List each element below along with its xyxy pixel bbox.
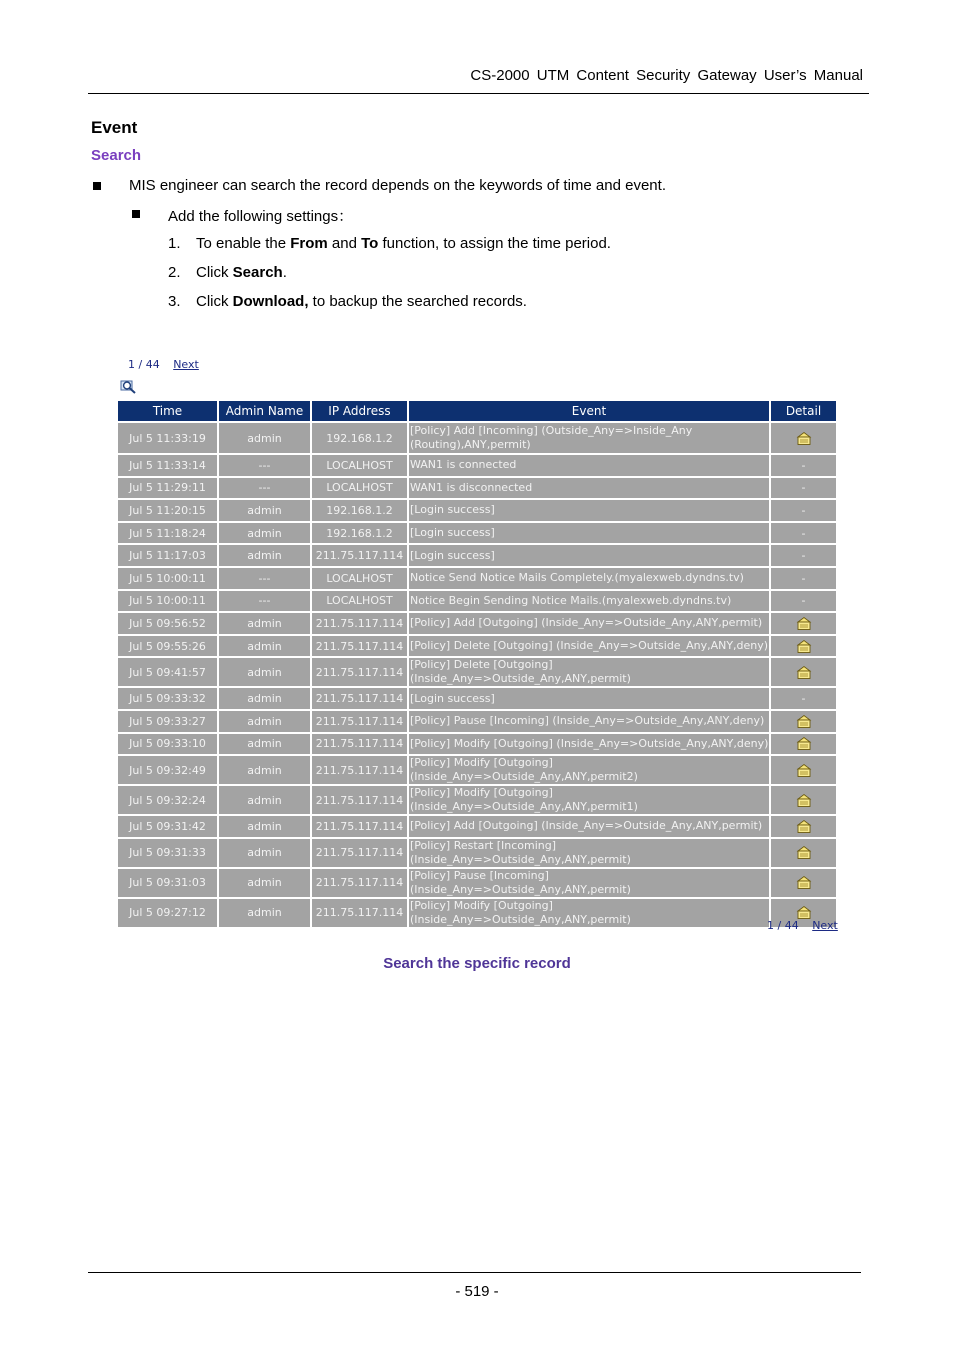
cell-event: [Login success] bbox=[409, 523, 769, 544]
cell-ip-address: LOCALHOST bbox=[312, 455, 407, 476]
table-row bbox=[118, 613, 836, 634]
cell-admin-name: admin bbox=[219, 734, 310, 755]
next-page-link[interactable]: Next bbox=[173, 358, 199, 371]
cell-time: Jul 5 09:33:10 bbox=[118, 734, 217, 755]
table-row bbox=[118, 711, 836, 732]
cell-admin-name: --- bbox=[219, 455, 310, 476]
cell-admin-name: admin bbox=[219, 636, 310, 657]
page-indicator: 1 / 44 bbox=[767, 919, 799, 932]
table-row bbox=[118, 816, 836, 837]
cell-time: Jul 5 10:00:11 bbox=[118, 568, 217, 589]
table-row bbox=[118, 545, 836, 566]
cell-event: [Policy] Modify [Outgoing] (Inside_Any=>Outside_Any,ANY,permit) bbox=[409, 899, 769, 927]
table-row bbox=[118, 500, 836, 521]
cell-admin-name: admin bbox=[219, 839, 310, 867]
cell-detail[interactable] bbox=[771, 734, 836, 755]
bullet-square-icon bbox=[132, 210, 140, 218]
cell-ip-address: 211.75.117.114 bbox=[312, 636, 407, 657]
cell-detail[interactable] bbox=[771, 756, 836, 784]
cell-detail: - bbox=[771, 455, 836, 476]
cell-time: Jul 5 09:33:27 bbox=[118, 711, 217, 732]
detail-folder-icon[interactable] bbox=[796, 665, 812, 680]
cell-ip-address: 211.75.117.114 bbox=[312, 613, 407, 634]
cell-event: [Policy] Delete [Outgoing] (Inside_Any=>Outside_Any,ANY,permit) bbox=[409, 658, 769, 686]
header-rule bbox=[88, 93, 869, 94]
cell-detail[interactable] bbox=[771, 839, 836, 867]
figure-caption: Search the specific record bbox=[383, 955, 571, 972]
cell-detail: - bbox=[771, 500, 836, 521]
cell-admin-name: admin bbox=[219, 423, 310, 453]
cell-ip-address: 211.75.117.114 bbox=[312, 786, 407, 814]
section-subtitle: Search bbox=[91, 147, 142, 164]
table-row bbox=[118, 478, 836, 499]
cell-time: Jul 5 11:33:14 bbox=[118, 455, 217, 476]
cell-event: [Policy] Restart [Incoming] (Inside_Any=>Outside_Any,ANY,permit) bbox=[409, 839, 769, 867]
cell-ip-address: LOCALHOST bbox=[312, 591, 407, 612]
table-row bbox=[118, 688, 836, 709]
cell-ip-address: LOCALHOST bbox=[312, 478, 407, 499]
cell-event: [Policy] Pause [Incoming] (Inside_Any=>Outside_Any,ANY,deny) bbox=[409, 711, 769, 732]
cell-event: Notice Send Notice Mails Completely.(myalexweb.dyndns.tv) bbox=[409, 568, 769, 589]
cell-time: Jul 5 10:00:11 bbox=[118, 591, 217, 612]
detail-folder-icon[interactable] bbox=[796, 819, 812, 834]
cell-time: Jul 5 09:31:42 bbox=[118, 816, 217, 837]
cell-detail: - bbox=[771, 545, 836, 566]
cell-ip-address: 211.75.117.114 bbox=[312, 899, 407, 927]
column-header-ip-address: IP Address bbox=[312, 401, 407, 421]
cell-admin-name: admin bbox=[219, 613, 310, 634]
cell-event: [Policy] Modify [Outgoing] (Inside_Any=>Outside_Any,ANY,permit2) bbox=[409, 756, 769, 784]
detail-folder-icon[interactable] bbox=[796, 793, 812, 808]
cell-admin-name: admin bbox=[219, 756, 310, 784]
cell-detail: - bbox=[771, 568, 836, 589]
cell-time: Jul 5 11:33:19 bbox=[118, 423, 217, 453]
table-row bbox=[118, 523, 836, 544]
table-header-row bbox=[118, 401, 836, 421]
detail-folder-icon[interactable] bbox=[796, 736, 812, 751]
column-header-time: Time bbox=[118, 401, 217, 421]
cell-ip-address: LOCALHOST bbox=[312, 568, 407, 589]
cell-event: [Policy] Modify [Outgoing] (Inside_Any=>Outside_Any,ANY,permit1) bbox=[409, 786, 769, 814]
table-row bbox=[118, 734, 836, 755]
step-number: 1. bbox=[168, 235, 181, 252]
cell-event: [Policy] Pause [Incoming] (Inside_Any=>Outside_Any,ANY,permit) bbox=[409, 869, 769, 897]
cell-event: [Login success] bbox=[409, 545, 769, 566]
cell-time: Jul 5 09:56:52 bbox=[118, 613, 217, 634]
detail-folder-icon[interactable] bbox=[796, 431, 812, 446]
table-row bbox=[118, 839, 836, 867]
cell-ip-address: 211.75.117.114 bbox=[312, 545, 407, 566]
cell-ip-address: 211.75.117.114 bbox=[312, 756, 407, 784]
cell-detail: - bbox=[771, 478, 836, 499]
cell-time: Jul 5 09:32:24 bbox=[118, 786, 217, 814]
cell-ip-address: 211.75.117.114 bbox=[312, 869, 407, 897]
table-row bbox=[118, 423, 836, 453]
cell-ip-address: 211.75.117.114 bbox=[312, 711, 407, 732]
cell-event: [Policy] Delete [Outgoing] (Inside_Any=>Outside_Any,ANY,deny) bbox=[409, 636, 769, 657]
next-page-link[interactable]: Next bbox=[812, 919, 838, 932]
cell-admin-name: admin bbox=[219, 899, 310, 927]
cell-detail[interactable] bbox=[771, 658, 836, 686]
table-row bbox=[118, 636, 836, 657]
detail-folder-icon[interactable] bbox=[796, 763, 812, 778]
cell-admin-name: admin bbox=[219, 711, 310, 732]
cell-event: [Policy] Add [Outgoing] (Inside_Any=>Outside_Any,ANY,permit) bbox=[409, 816, 769, 837]
cell-admin-name: admin bbox=[219, 545, 310, 566]
detail-folder-icon[interactable] bbox=[796, 639, 812, 654]
cell-ip-address: 211.75.117.114 bbox=[312, 658, 407, 686]
cell-admin-name: --- bbox=[219, 591, 310, 612]
detail-folder-icon[interactable] bbox=[796, 875, 812, 890]
pager-bottom bbox=[767, 919, 838, 932]
column-header-event: Event bbox=[409, 401, 769, 421]
cell-ip-address: 211.75.117.114 bbox=[312, 688, 407, 709]
step-text: Click Download, to backup the searched records. bbox=[196, 293, 527, 310]
table-row bbox=[118, 786, 836, 814]
cell-ip-address: 192.168.1.2 bbox=[312, 523, 407, 544]
detail-folder-icon[interactable] bbox=[796, 616, 812, 631]
page-indicator: 1 / 44 bbox=[128, 358, 160, 371]
cell-time: Jul 5 11:20:15 bbox=[118, 500, 217, 521]
cell-ip-address: 192.168.1.2 bbox=[312, 500, 407, 521]
table-body bbox=[118, 423, 836, 927]
manual-header-title: CS-2000 UTM Content Security Gateway User’s Manual bbox=[470, 67, 863, 84]
cell-detail[interactable] bbox=[771, 423, 836, 453]
table-row bbox=[118, 658, 836, 686]
cell-detail: - bbox=[771, 523, 836, 544]
table-row bbox=[118, 591, 836, 612]
step-text: Click Search. bbox=[196, 264, 287, 281]
detail-folder-icon[interactable] bbox=[796, 905, 812, 920]
cell-event: [Login success] bbox=[409, 688, 769, 709]
column-header-admin-name: Admin Name bbox=[219, 401, 310, 421]
cell-time: Jul 5 09:55:26 bbox=[118, 636, 217, 657]
bullet-text: MIS engineer can search the record depends on the keywords of time and event. bbox=[129, 177, 666, 194]
step-number: 3. bbox=[168, 293, 181, 310]
table-row bbox=[118, 899, 836, 927]
cell-admin-name: admin bbox=[219, 869, 310, 897]
cell-detail: - bbox=[771, 591, 836, 612]
bullet-square-icon bbox=[93, 182, 101, 190]
cell-ip-address: 211.75.117.114 bbox=[312, 816, 407, 837]
cell-event: WAN1 is connected bbox=[409, 455, 769, 476]
cell-admin-name: admin bbox=[219, 688, 310, 709]
cell-time: Jul 5 11:18:24 bbox=[118, 523, 217, 544]
cell-event: [Policy] Add [Outgoing] (Inside_Any=>Outside_Any,ANY,permit) bbox=[409, 613, 769, 634]
bullet-text: Add the following settings： bbox=[168, 208, 354, 225]
cell-detail[interactable] bbox=[771, 786, 836, 814]
cell-ip-address: 211.75.117.114 bbox=[312, 734, 407, 755]
cell-event: [Policy] Add [Incoming] (Outside_Any=>Inside_Any (Routing),ANY,permit) bbox=[409, 423, 769, 453]
detail-folder-icon[interactable] bbox=[796, 845, 812, 860]
page-number: - 519 - bbox=[455, 1283, 499, 1300]
cell-admin-name: admin bbox=[219, 786, 310, 814]
cell-admin-name: admin bbox=[219, 816, 310, 837]
section-title: Event bbox=[91, 118, 138, 137]
cell-time: Jul 5 11:29:11 bbox=[118, 478, 217, 499]
cell-detail[interactable] bbox=[771, 613, 836, 634]
cell-detail[interactable] bbox=[771, 711, 836, 732]
cell-admin-name: --- bbox=[219, 568, 310, 589]
cell-ip-address: 211.75.117.114 bbox=[312, 839, 407, 867]
cell-admin-name: admin bbox=[219, 658, 310, 686]
cell-time: Jul 5 11:17:03 bbox=[118, 545, 217, 566]
cell-time: Jul 5 09:27:12 bbox=[118, 899, 217, 927]
cell-detail[interactable] bbox=[771, 816, 836, 837]
cell-admin-name: --- bbox=[219, 478, 310, 499]
cell-detail[interactable] bbox=[771, 869, 836, 897]
table-row bbox=[118, 455, 836, 476]
cell-time: Jul 5 09:41:57 bbox=[118, 658, 217, 686]
pager-top bbox=[128, 358, 199, 371]
cell-event: [Login success] bbox=[409, 500, 769, 521]
cell-admin-name: admin bbox=[219, 500, 310, 521]
event-log-table bbox=[116, 399, 838, 929]
column-header-detail: Detail bbox=[771, 401, 836, 421]
cell-time: Jul 5 09:32:49 bbox=[118, 756, 217, 784]
table-row bbox=[118, 869, 836, 897]
search-magnifier-icon[interactable] bbox=[120, 379, 138, 395]
detail-folder-icon[interactable] bbox=[796, 714, 812, 729]
cell-time: Jul 5 09:33:32 bbox=[118, 688, 217, 709]
cell-ip-address: 192.168.1.2 bbox=[312, 423, 407, 453]
step-text: To enable the From and To function, to assign the time period. bbox=[196, 235, 611, 252]
cell-event: Notice Begin Sending Notice Mails.(myalexweb.dyndns.tv) bbox=[409, 591, 769, 612]
cell-admin-name: admin bbox=[219, 523, 310, 544]
step-number: 2. bbox=[168, 264, 181, 281]
table-row bbox=[118, 568, 836, 589]
cell-event: [Policy] Modify [Outgoing] (Inside_Any=>Outside_Any,ANY,deny) bbox=[409, 734, 769, 755]
table-row bbox=[118, 756, 836, 784]
footer-rule bbox=[88, 1272, 861, 1273]
cell-time: Jul 5 09:31:03 bbox=[118, 869, 217, 897]
cell-time: Jul 5 09:31:33 bbox=[118, 839, 217, 867]
cell-event: WAN1 is disconnected bbox=[409, 478, 769, 499]
cell-detail: - bbox=[771, 688, 836, 709]
cell-detail[interactable] bbox=[771, 636, 836, 657]
